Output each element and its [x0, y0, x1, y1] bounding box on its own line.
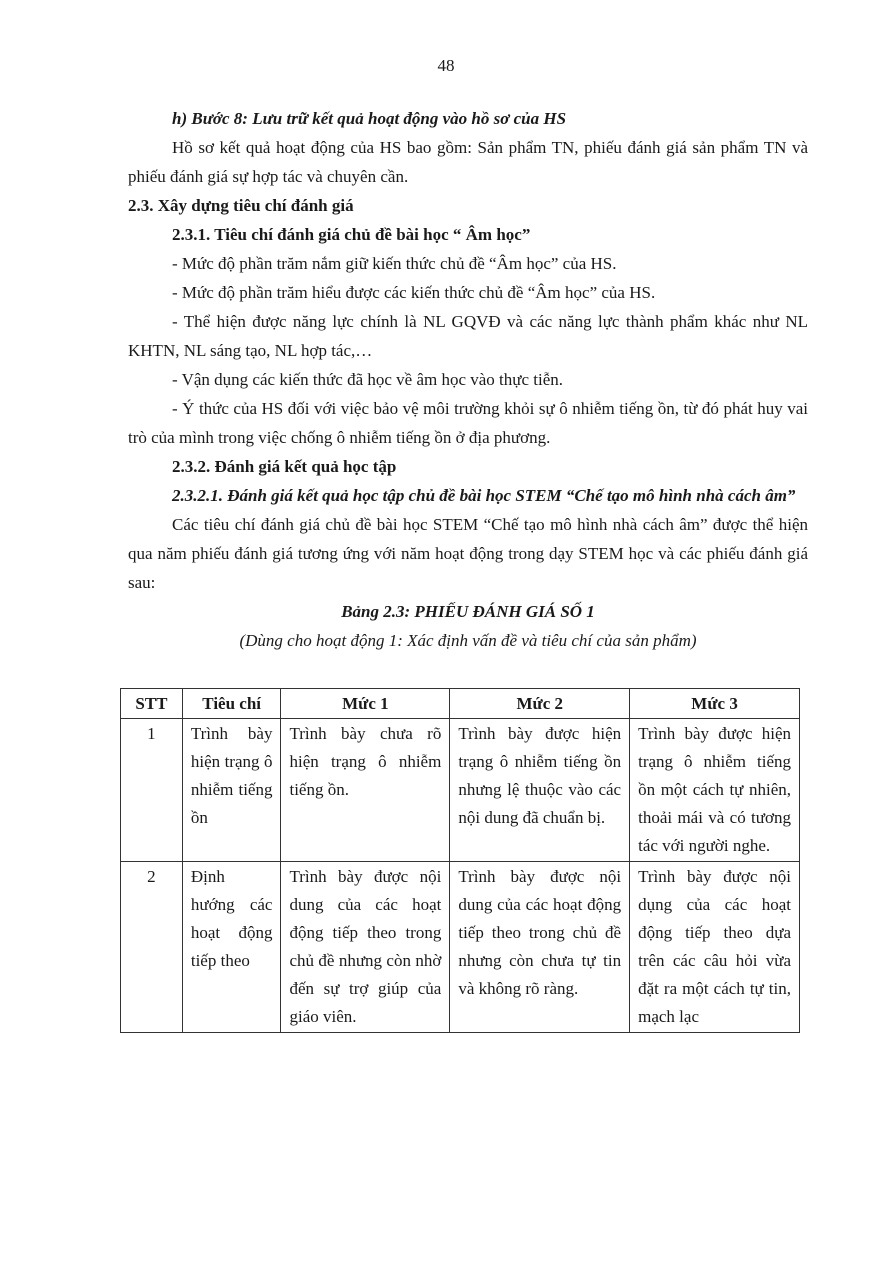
paragraph: h) Bước 8: Lưu trữ kết quả hoạt động vào hồ sơ của HS	[172, 109, 567, 128]
header-level-3: Mức 3	[630, 689, 800, 719]
paragraph: Hồ sơ kết quả hoạt động của HS bao gồm: Sản phẩm TN, phiếu đánh giá sản phẩm TN và phiếu đánh giá sự hợp tác và chuyên cần.	[128, 138, 808, 186]
table-cell: Trình bày được hiện trạng ô nhiễm tiếng ồn nhưng lệ thuộc vào các nội dung đã chuẩn bị.	[450, 719, 630, 862]
page-number: 48	[437, 56, 455, 75]
paragraph: (Dùng cho hoạt động 1: Xác định vấn đề và tiêu chí của sản phẩm)	[239, 631, 697, 650]
table-cell: Trình bày được hiện trạng ô nhiễm tiếng ồn một cách tự nhiên, thoải mái và có tương tác với người nghe.	[630, 719, 800, 862]
table-cell: Trình bày hiện trạng ô nhiễm tiếng ồn	[182, 719, 281, 862]
paragraph: 2.3.1. Tiêu chí đánh giá chủ đề bài học “ Âm học”	[172, 225, 531, 244]
paragraph: - Mức độ phần trăm nắm giữ kiến thức chủ đề “Âm học” của HS.	[172, 254, 617, 273]
table-cell: 1	[121, 719, 183, 862]
table-row	[121, 719, 800, 862]
evaluation-table	[120, 688, 800, 1033]
table-cell: Trình bày chưa rõ hiện trạng ô nhiễm tiếng ồn.	[281, 719, 450, 862]
paragraph: 2.3. Xây dựng tiêu chí đánh giá	[128, 196, 354, 215]
header-level-1: Mức 1	[281, 689, 450, 719]
paragraph: Bảng 2.3: PHIẾU ĐÁNH GIÁ SỐ 1	[341, 602, 595, 621]
paragraph: - Mức độ phần trăm hiểu được các kiến thức chủ đề “Âm học” của HS.	[172, 283, 656, 302]
paragraph: Các tiêu chí đánh giá chủ đề bài học STEM “Chế tạo mô hình nhà cách âm” được thể hiện qua năm phiếu đánh giá tương ứng với năm hoạt động trong dạy STEM học và các phiếu đánh giá sau:	[128, 515, 808, 592]
table-cell: Định hướng các hoạt động tiếp theo	[182, 862, 281, 1033]
table-cell: Trình bày được nội dụng của các hoạt động tiếp theo dựa trên các câu hỏi vừa đặt ra một cách tự tin, mạch lạc	[630, 862, 800, 1033]
paragraph: 2.3.2.1. Đánh giá kết quả học tập chủ đề bài học STEM “Chế tạo mô hình nhà cách âm”	[172, 486, 796, 505]
table-row	[121, 862, 800, 1033]
paragraph: - Thể hiện được năng lực chính là NL GQVĐ và các năng lực thành phẩm khác như NL KHTN, NL sáng tạo, NL hợp tác,…	[128, 312, 808, 360]
header-level-2: Mức 2	[450, 689, 630, 719]
paragraph: - Ý thức của HS đối với việc bảo vệ môi trường khỏi sự ô nhiễm tiếng ồn, từ đó phát huy vai trò của mình trong việc chống ô nhiễm tiếng ồn ở địa phương.	[128, 399, 808, 447]
paragraph: - Vận dụng các kiến thức đã học về âm học vào thực tiễn.	[172, 370, 564, 389]
table-cell: 2	[121, 862, 183, 1033]
paragraph: 2.3.2. Đánh giá kết quả học tập	[172, 457, 397, 476]
header-stt: STT	[121, 689, 183, 719]
table-cell: Trình bày được nội dung của các hoạt động tiếp theo trong chủ đề nhưng còn chưa tự tin và không rõ ràng.	[450, 862, 630, 1033]
table-header-row	[121, 689, 800, 719]
body-text	[128, 104, 808, 655]
table-cell: Trình bày được nội dung của các hoạt động tiếp theo trong chủ đề nhưng còn nhờ đến sự trợ giúp của giáo viên.	[281, 862, 450, 1033]
header-criteria: Tiêu chí	[182, 689, 281, 719]
